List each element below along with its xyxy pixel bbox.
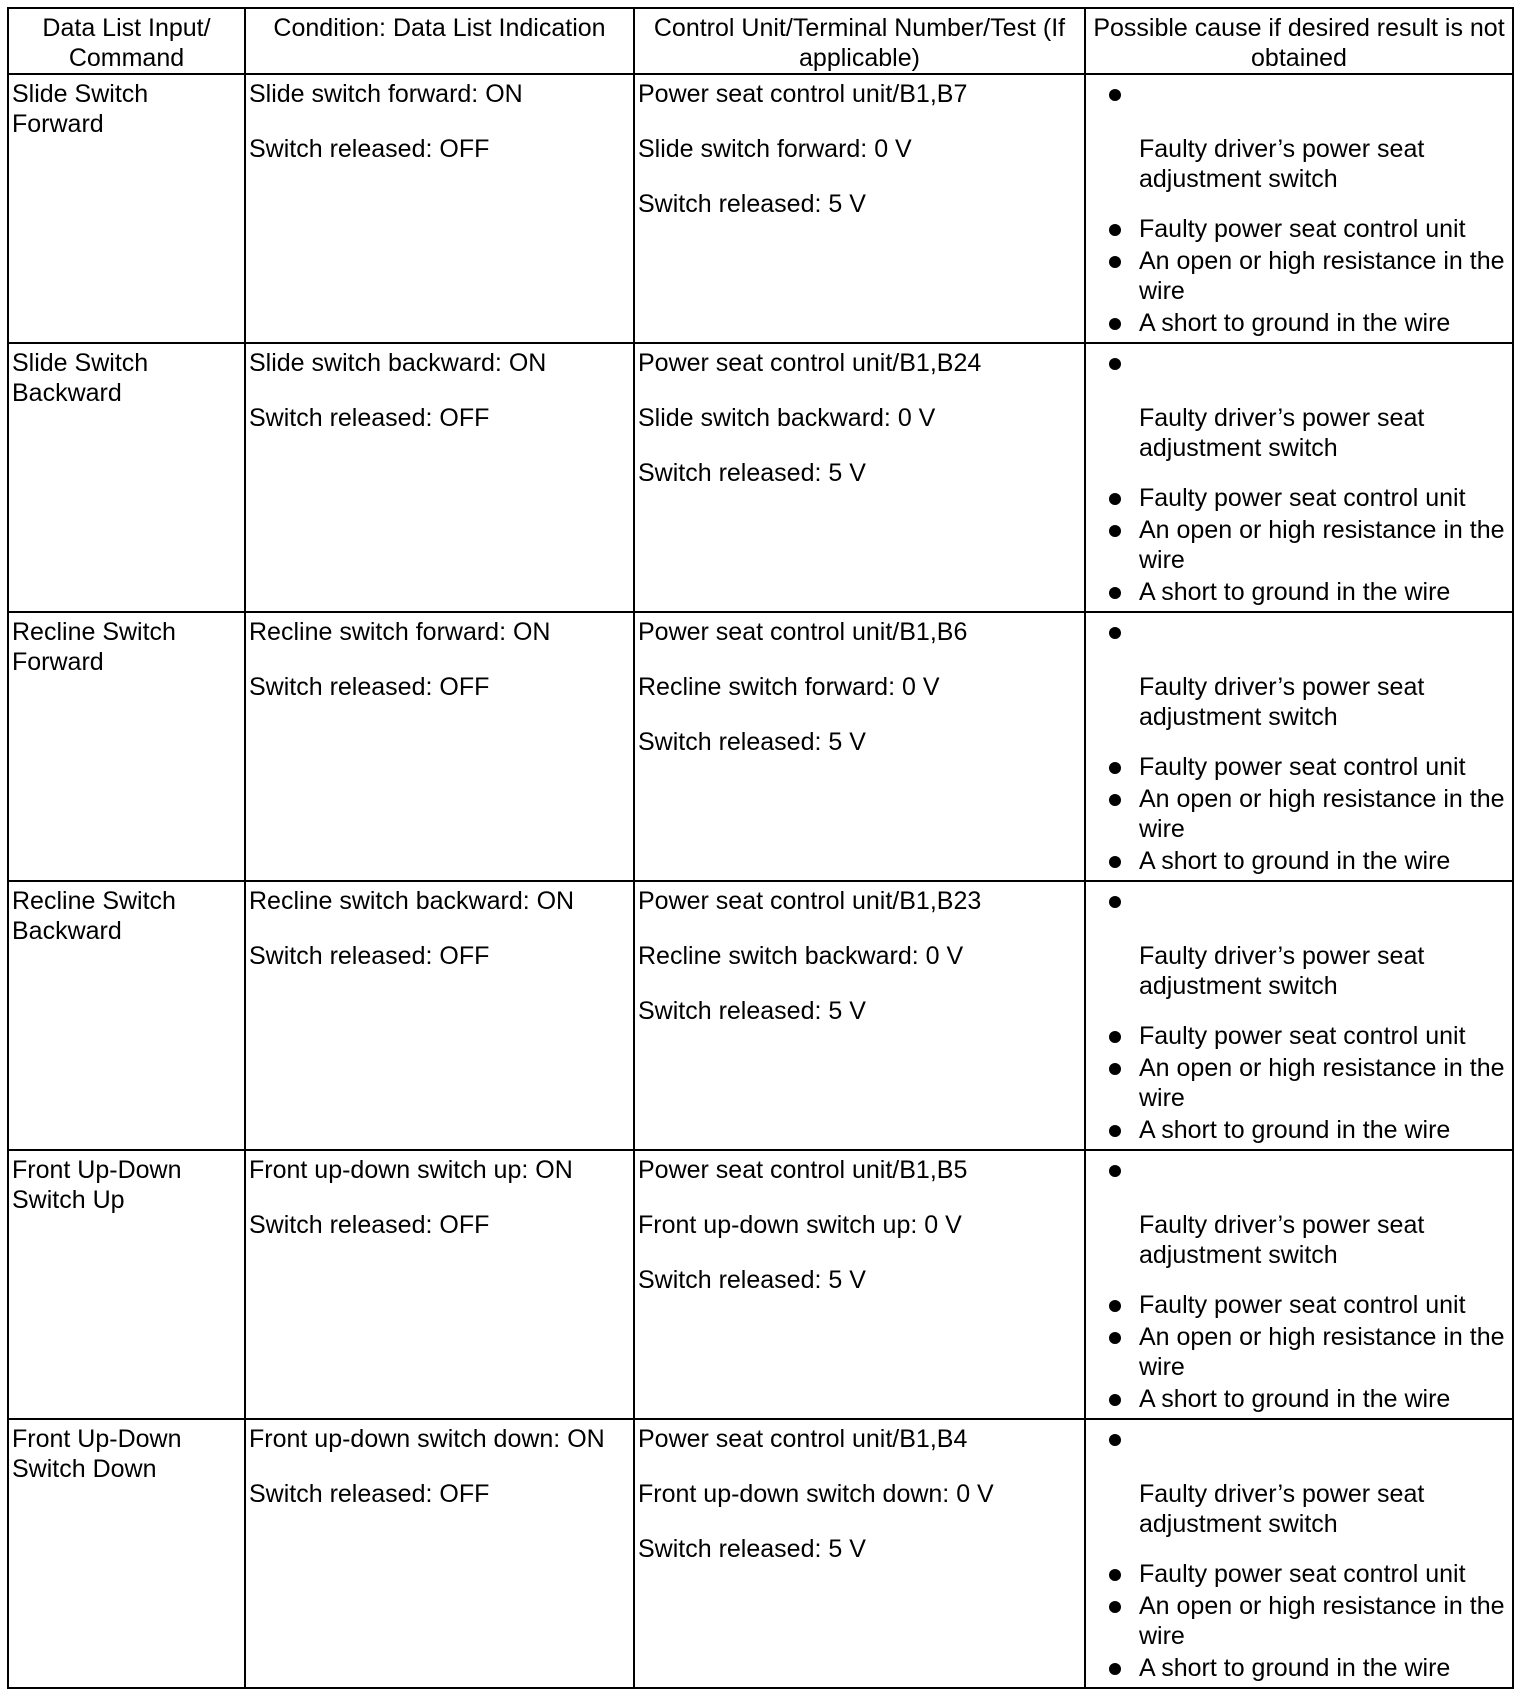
condition-on-text: Recline switch forward: ON (249, 618, 551, 646)
possible-cause-cell (1085, 612, 1513, 881)
input-command-text: Slide Switch Forward (12, 80, 149, 138)
cause-item: A short to ground in the wire (1089, 1115, 1509, 1145)
cause-list (1089, 1424, 1509, 1683)
diagnostic-table-container (7, 7, 1514, 1689)
input-command-text: Front Up-Down Switch Down (12, 1425, 182, 1483)
condition-on-text: Recline switch backward: ON (249, 887, 575, 915)
input-command-text: Recline Switch Forward (12, 618, 176, 676)
condition-off-text: Switch released: OFF (249, 404, 490, 432)
cause-item: A short to ground in the wire (1089, 1653, 1509, 1683)
test-off-text: Switch released: 5 V (638, 1535, 866, 1563)
table-row (8, 1150, 1513, 1419)
condition-cell (245, 74, 634, 343)
cause-item: Faulty power seat control unit (1089, 1290, 1509, 1320)
cause-item: Faulty power seat control unit (1089, 1559, 1509, 1589)
cause-item: Faulty driver’s power seat adjustment switch (1089, 1424, 1509, 1539)
input-command-text: Front Up-Down Switch Up (12, 1156, 182, 1214)
cause-item: Faulty power seat control unit (1089, 1021, 1509, 1051)
control-unit-cell (634, 74, 1085, 343)
condition-cell (245, 881, 634, 1150)
cause-item: An open or high resistance in the wire (1089, 1053, 1509, 1113)
header-row (8, 8, 1513, 74)
test-off-text: Switch released: 5 V (638, 1266, 866, 1294)
test-on-text: Recline switch forward: 0 V (638, 673, 940, 701)
input-command-cell (8, 881, 245, 1150)
test-on-text: Front up-down switch down: 0 V (638, 1480, 994, 1508)
cause-item: A short to ground in the wire (1089, 1384, 1509, 1414)
possible-cause-cell (1085, 343, 1513, 612)
cause-item: An open or high resistance in the wire (1089, 1591, 1509, 1651)
cause-item: An open or high resistance in the wire (1089, 515, 1509, 575)
cause-item: Faulty power seat control unit (1089, 483, 1509, 513)
table-body (8, 74, 1513, 1688)
cause-item: A short to ground in the wire (1089, 577, 1509, 607)
control-unit-cell (634, 612, 1085, 881)
condition-on-text: Front up-down switch down: ON (249, 1425, 605, 1453)
input-command-text: Recline Switch Backward (12, 887, 176, 945)
table-row (8, 881, 1513, 1150)
condition-cell (245, 1150, 634, 1419)
condition-cell (245, 343, 634, 612)
table-row (8, 1419, 1513, 1688)
input-command-cell (8, 1419, 245, 1688)
test-on-text: Front up-down switch up: 0 V (638, 1211, 962, 1239)
header-condition: Condition: Data List Indication (245, 8, 634, 74)
control-unit-cell (634, 881, 1085, 1150)
header-control-unit: Control Unit/Terminal Number/Test (If applicable) (634, 8, 1085, 74)
input-command-cell (8, 74, 245, 343)
test-off-text: Switch released: 5 V (638, 997, 866, 1025)
terminal-text: Power seat control unit/B1,B23 (638, 887, 982, 915)
condition-on-text: Front up-down switch up: ON (249, 1156, 573, 1184)
terminal-text: Power seat control unit/B1,B7 (638, 80, 968, 108)
data-list-table (7, 7, 1514, 1689)
condition-off-text: Switch released: OFF (249, 1211, 490, 1239)
cause-item: A short to ground in the wire (1089, 308, 1509, 338)
control-unit-cell (634, 343, 1085, 612)
input-command-cell (8, 612, 245, 881)
cause-list (1089, 348, 1509, 607)
terminal-text: Power seat control unit/B1,B6 (638, 618, 968, 646)
cause-item: An open or high resistance in the wire (1089, 246, 1509, 306)
cause-item: A short to ground in the wire (1089, 846, 1509, 876)
cause-list (1089, 1155, 1509, 1414)
terminal-text: Power seat control unit/B1,B24 (638, 349, 982, 377)
test-on-text: Recline switch backward: 0 V (638, 942, 964, 970)
cause-item: An open or high resistance in the wire (1089, 1322, 1509, 1382)
control-unit-cell (634, 1419, 1085, 1688)
cause-item: An open or high resistance in the wire (1089, 784, 1509, 844)
test-off-text: Switch released: 5 V (638, 190, 866, 218)
possible-cause-cell (1085, 881, 1513, 1150)
possible-cause-cell (1085, 1419, 1513, 1688)
cause-item: Faulty driver’s power seat adjustment switch (1089, 617, 1509, 732)
condition-off-text: Switch released: OFF (249, 673, 490, 701)
terminal-text: Power seat control unit/B1,B4 (638, 1425, 968, 1453)
condition-cell (245, 612, 634, 881)
terminal-text: Power seat control unit/B1,B5 (638, 1156, 968, 1184)
header-possible-cause: Possible cause if desired result is not obtained (1085, 8, 1513, 74)
test-off-text: Switch released: 5 V (638, 459, 866, 487)
condition-cell (245, 1419, 634, 1688)
header-input-command: Data List Input/ Command (8, 8, 245, 74)
condition-on-text: Slide switch forward: ON (249, 80, 523, 108)
cause-item: Faulty driver’s power seat adjustment switch (1089, 79, 1509, 194)
input-command-cell (8, 1150, 245, 1419)
test-off-text: Switch released: 5 V (638, 728, 866, 756)
cause-item: Faulty driver’s power seat adjustment switch (1089, 886, 1509, 1001)
table-row (8, 343, 1513, 612)
test-on-text: Slide switch forward: 0 V (638, 135, 912, 163)
table-header (8, 8, 1513, 74)
possible-cause-cell (1085, 74, 1513, 343)
cause-item: Faulty power seat control unit (1089, 214, 1509, 244)
cause-list (1089, 617, 1509, 876)
input-command-cell (8, 343, 245, 612)
condition-off-text: Switch released: OFF (249, 1480, 490, 1508)
control-unit-cell (634, 1150, 1085, 1419)
cause-list (1089, 79, 1509, 338)
cause-list (1089, 886, 1509, 1145)
cause-item: Faulty driver’s power seat adjustment switch (1089, 1155, 1509, 1270)
condition-off-text: Switch released: OFF (249, 942, 490, 970)
table-row (8, 612, 1513, 881)
test-on-text: Slide switch backward: 0 V (638, 404, 936, 432)
condition-off-text: Switch released: OFF (249, 135, 490, 163)
possible-cause-cell (1085, 1150, 1513, 1419)
cause-item: Faulty power seat control unit (1089, 752, 1509, 782)
table-row (8, 74, 1513, 343)
cause-item: Faulty driver’s power seat adjustment switch (1089, 348, 1509, 463)
input-command-text: Slide Switch Backward (12, 349, 149, 407)
condition-on-text: Slide switch backward: ON (249, 349, 547, 377)
